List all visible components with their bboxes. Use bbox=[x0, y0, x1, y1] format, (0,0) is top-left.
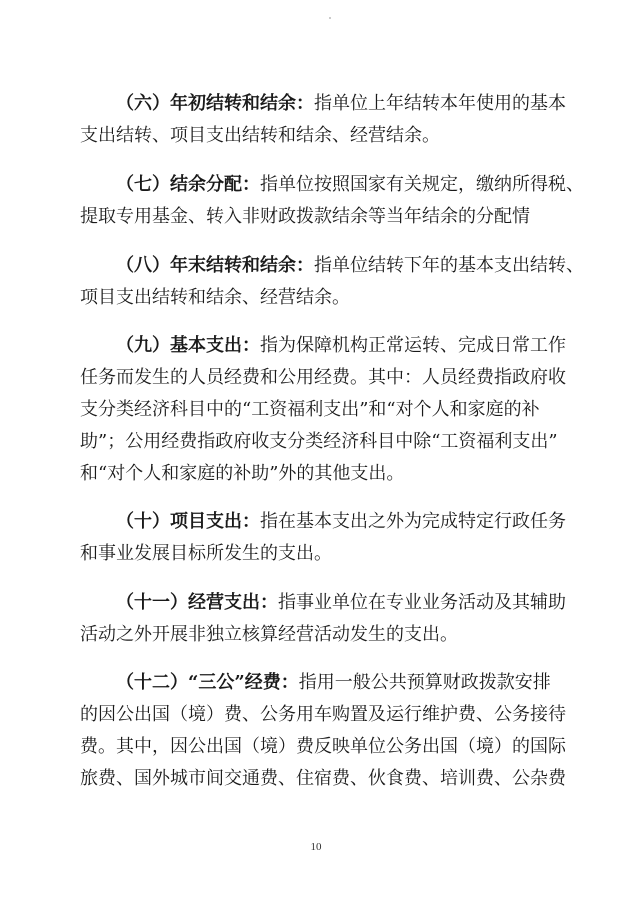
paragraph-line: 助”；公用经费指政府收支分类经济科目中除“工资福利支出” bbox=[80, 431, 558, 452]
paragraph-line: 提取专用基金、转入非财政拨款结余等当年结余的分配情 bbox=[80, 206, 530, 227]
page-number: 10 bbox=[310, 841, 322, 853]
paragraph-term: （十一）经营支出： bbox=[116, 592, 278, 613]
paragraph-text: 指事业单位在专业业务活动及其辅助 bbox=[278, 592, 566, 613]
paragraph-9 bbox=[80, 330, 566, 490]
paragraph-line bbox=[80, 587, 566, 619]
paragraph-8 bbox=[80, 250, 584, 314]
paragraph-line bbox=[80, 667, 566, 699]
paragraph-text: 指单位结转下年的基本支出结转、 bbox=[314, 255, 584, 276]
paragraph-7 bbox=[80, 169, 584, 233]
paragraph-12 bbox=[80, 667, 566, 795]
paragraph-line: 支出结转、项目支出结转和结余、经营结余。 bbox=[80, 125, 440, 146]
paragraph-term: （八）年末结转和结余： bbox=[116, 255, 314, 276]
paragraph-line: 活动之外开展非独立核算经营活动发生的支出。 bbox=[80, 624, 458, 645]
paragraph-term: （七）结余分配： bbox=[116, 174, 260, 195]
paragraph-line bbox=[80, 330, 566, 362]
paragraph-line: 支分类经济科目中的“工资福利支出”和“对个人和家庭的补 bbox=[80, 399, 540, 420]
paragraph-term: （九）基本支出： bbox=[116, 335, 260, 356]
paragraph-text: 指单位按照国家有关规定，缴纳所得税、 bbox=[260, 174, 584, 195]
paragraph-line: 和事业发展目标所发生的支出。 bbox=[80, 543, 332, 564]
paragraph-term: （六）年初结转和结余： bbox=[116, 93, 314, 114]
paragraph-line: 旅费、国外城市间交通费、住宿费、伙食费、培训费、公杂费 bbox=[80, 768, 566, 789]
paragraph-10 bbox=[80, 506, 566, 570]
paragraph-11 bbox=[80, 587, 566, 651]
paragraph-6 bbox=[80, 88, 566, 152]
paragraph-text: 指用一般公共预算财政拨款安排 bbox=[298, 672, 551, 693]
paragraph-line: 的因公出国（境）费、公务用车购置及运行维护费、公务接待 bbox=[80, 704, 566, 725]
paragraph-text: 指为保障机构正常运转、完成日常工作 bbox=[260, 335, 566, 356]
scan-speck bbox=[329, 17, 331, 19]
paragraph-text: 指单位上年结转本年使用的基本 bbox=[314, 93, 566, 114]
paragraph-line bbox=[80, 169, 584, 201]
paragraph-line: 任务而发生的人员经费和公用经费。其中：人员经费指政府收 bbox=[80, 367, 566, 388]
paragraph-line bbox=[80, 88, 566, 120]
paragraph-term: （十二）“三公”经费： bbox=[116, 672, 299, 693]
paragraph-line: 和“对个人和家庭的补助”外的其他支出。 bbox=[80, 463, 405, 484]
paragraph-line bbox=[80, 506, 566, 538]
paragraph-line bbox=[80, 250, 584, 282]
paragraph-term: （十）项目支出： bbox=[116, 511, 260, 532]
paragraph-text: 指在基本支出之外为完成特定行政任务 bbox=[260, 511, 566, 532]
paragraph-line: 项目支出结转和结余、经营结余。 bbox=[80, 287, 350, 308]
paragraph-line: 费。其中，因公出国（境）费反映单位公务出国（境）的国际 bbox=[80, 736, 566, 757]
